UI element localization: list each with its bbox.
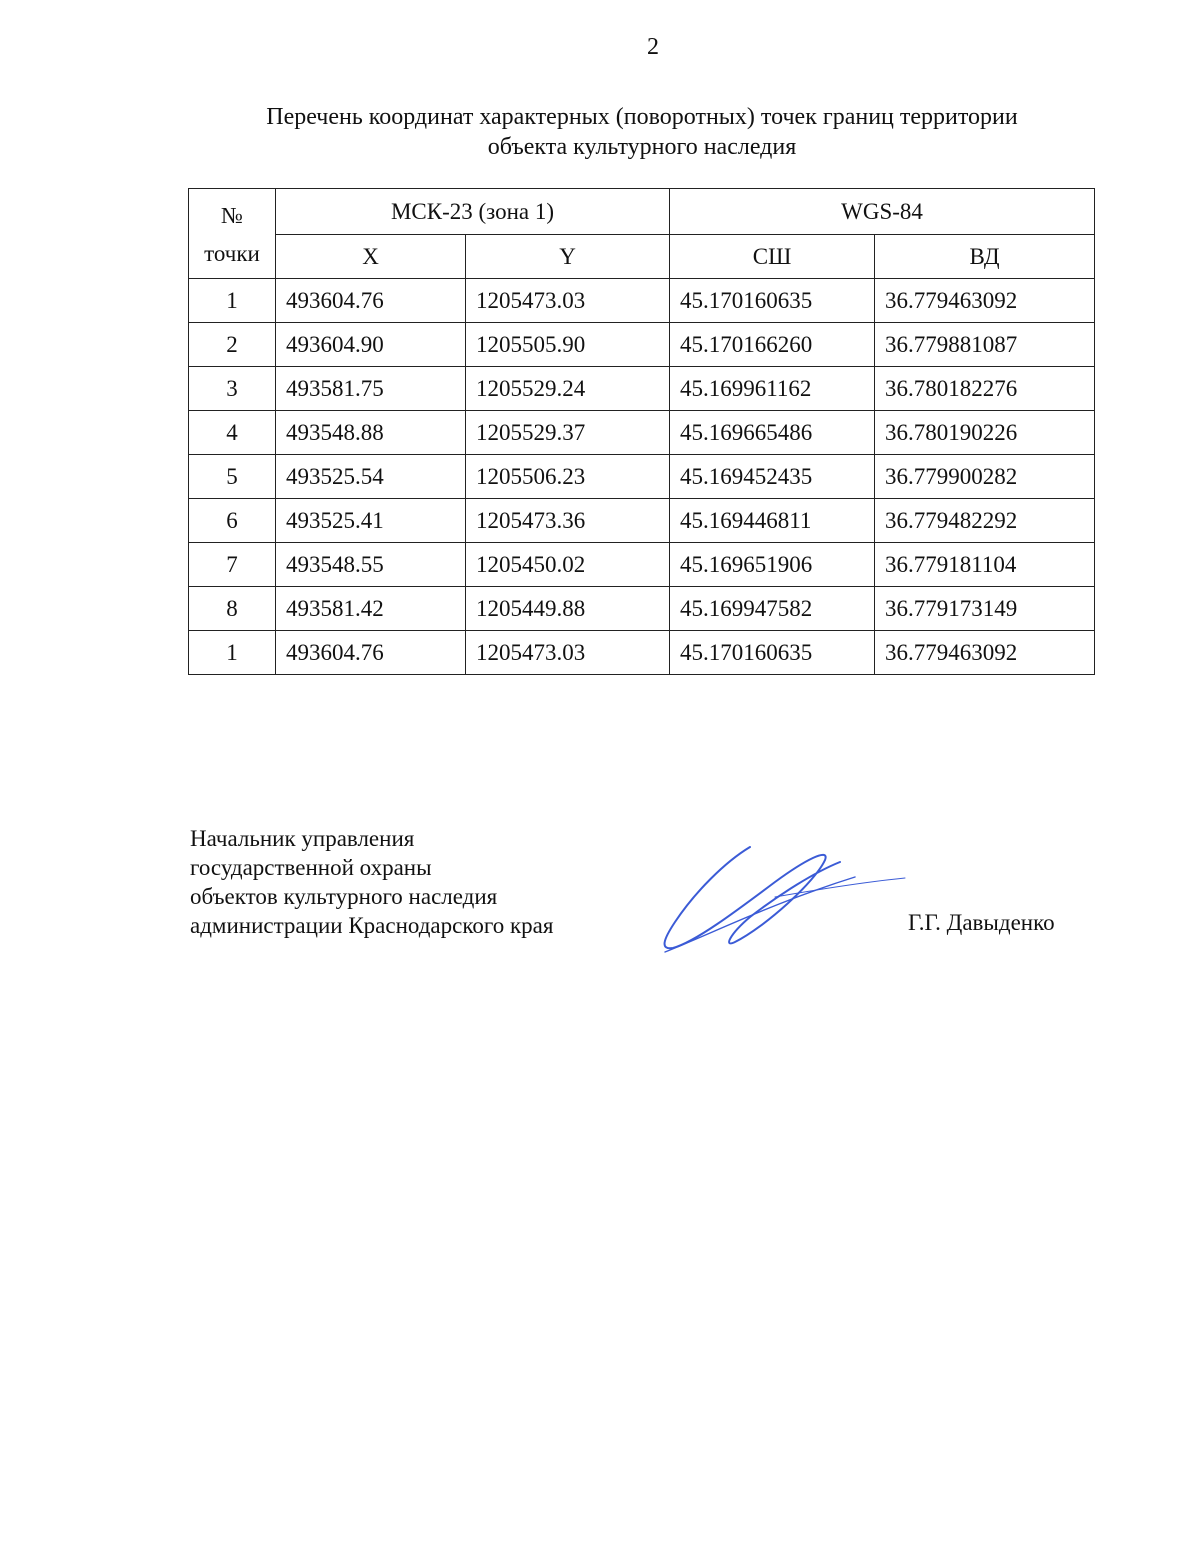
longitude-cell: 36.780190226 (875, 411, 1095, 455)
y-header: Y (466, 235, 670, 279)
latitude-cell: 45.169452435 (670, 455, 875, 499)
msk-header: МСК-23 (зона 1) (276, 189, 670, 235)
wgs-header: WGS-84 (670, 189, 1095, 235)
y-cell: 1205473.03 (466, 279, 670, 323)
longitude-cell: 36.779482292 (875, 499, 1095, 543)
longitude-cell: 36.779173149 (875, 587, 1095, 631)
point-number-cell: 7 (189, 543, 276, 587)
latitude-cell: 45.169651906 (670, 543, 875, 587)
latitude-cell: 45.169665486 (670, 411, 875, 455)
latitude-cell: 45.169961162 (670, 367, 875, 411)
x-cell: 493604.76 (276, 279, 466, 323)
point-number-header-symbol: № (221, 202, 243, 228)
table-row (189, 279, 1095, 323)
table-row (189, 587, 1095, 631)
signatory-title-line-1: Начальник управления (190, 826, 415, 851)
signatory-title (190, 824, 553, 940)
table-row (189, 323, 1095, 367)
y-cell: 1205473.03 (466, 631, 670, 675)
signer-name: Г.Г. Давыденко (908, 910, 1055, 935)
x-cell: 493604.76 (276, 631, 466, 675)
latitude-cell: 45.169446811 (670, 499, 875, 543)
longitude-cell: 36.779881087 (875, 323, 1095, 367)
point-number-cell: 3 (189, 367, 276, 411)
x-cell: 493525.41 (276, 499, 466, 543)
longitude-cell: 36.779181104 (875, 543, 1095, 587)
x-cell: 493604.90 (276, 323, 466, 367)
longitude-header: ВД (875, 235, 1095, 279)
signatory-title-line-2: государственной охраны (190, 855, 432, 880)
point-number-cell: 8 (189, 587, 276, 631)
heading-line-1: Перечень координат характерных (поворотных) точек границ территории (266, 104, 1018, 130)
document-heading (190, 102, 1094, 162)
point-number-cell: 1 (189, 279, 276, 323)
x-cell: 493548.55 (276, 543, 466, 587)
y-cell: 1205529.37 (466, 411, 670, 455)
table-row (189, 631, 1095, 675)
x-cell: 493525.54 (276, 455, 466, 499)
point-number-cell: 5 (189, 455, 276, 499)
x-header: X (276, 235, 466, 279)
table-row (189, 543, 1095, 587)
latitude-cell: 45.169947582 (670, 587, 875, 631)
point-number-cell: 6 (189, 499, 276, 543)
x-cell: 493581.75 (276, 367, 466, 411)
latitude-cell: 45.170166260 (670, 323, 875, 367)
x-cell: 493581.42 (276, 587, 466, 631)
table-row (189, 455, 1095, 499)
x-cell: 493548.88 (276, 411, 466, 455)
y-cell: 1205505.90 (466, 323, 670, 367)
y-cell: 1205506.23 (466, 455, 670, 499)
latitude-cell: 45.170160635 (670, 279, 875, 323)
longitude-cell: 36.779463092 (875, 279, 1095, 323)
table-row (189, 499, 1095, 543)
handwritten-signature (655, 842, 915, 957)
y-cell: 1205450.02 (466, 543, 670, 587)
coordinates-table (188, 188, 1095, 675)
longitude-cell: 36.780182276 (875, 367, 1095, 411)
point-number-header (189, 189, 276, 279)
longitude-cell: 36.779463092 (875, 631, 1095, 675)
y-cell: 1205449.88 (466, 587, 670, 631)
longitude-cell: 36.779900282 (875, 455, 1095, 499)
latitude-cell: 45.170160635 (670, 631, 875, 675)
point-number-cell: 4 (189, 411, 276, 455)
point-number-header-label: точки (204, 240, 260, 266)
signatory-title-line-3: объектов культурного наследия (190, 884, 498, 909)
y-cell: 1205473.36 (466, 499, 670, 543)
point-number-cell: 1 (189, 631, 276, 675)
table-row (189, 367, 1095, 411)
heading-line-2: объекта культурного наследия (487, 134, 797, 160)
table-row (189, 411, 1095, 455)
page-number: 2 (647, 34, 659, 60)
latitude-header: СШ (670, 235, 875, 279)
y-cell: 1205529.24 (466, 367, 670, 411)
point-number-cell: 2 (189, 323, 276, 367)
signatory-title-line-4: администрации Краснодарского края (190, 913, 554, 938)
